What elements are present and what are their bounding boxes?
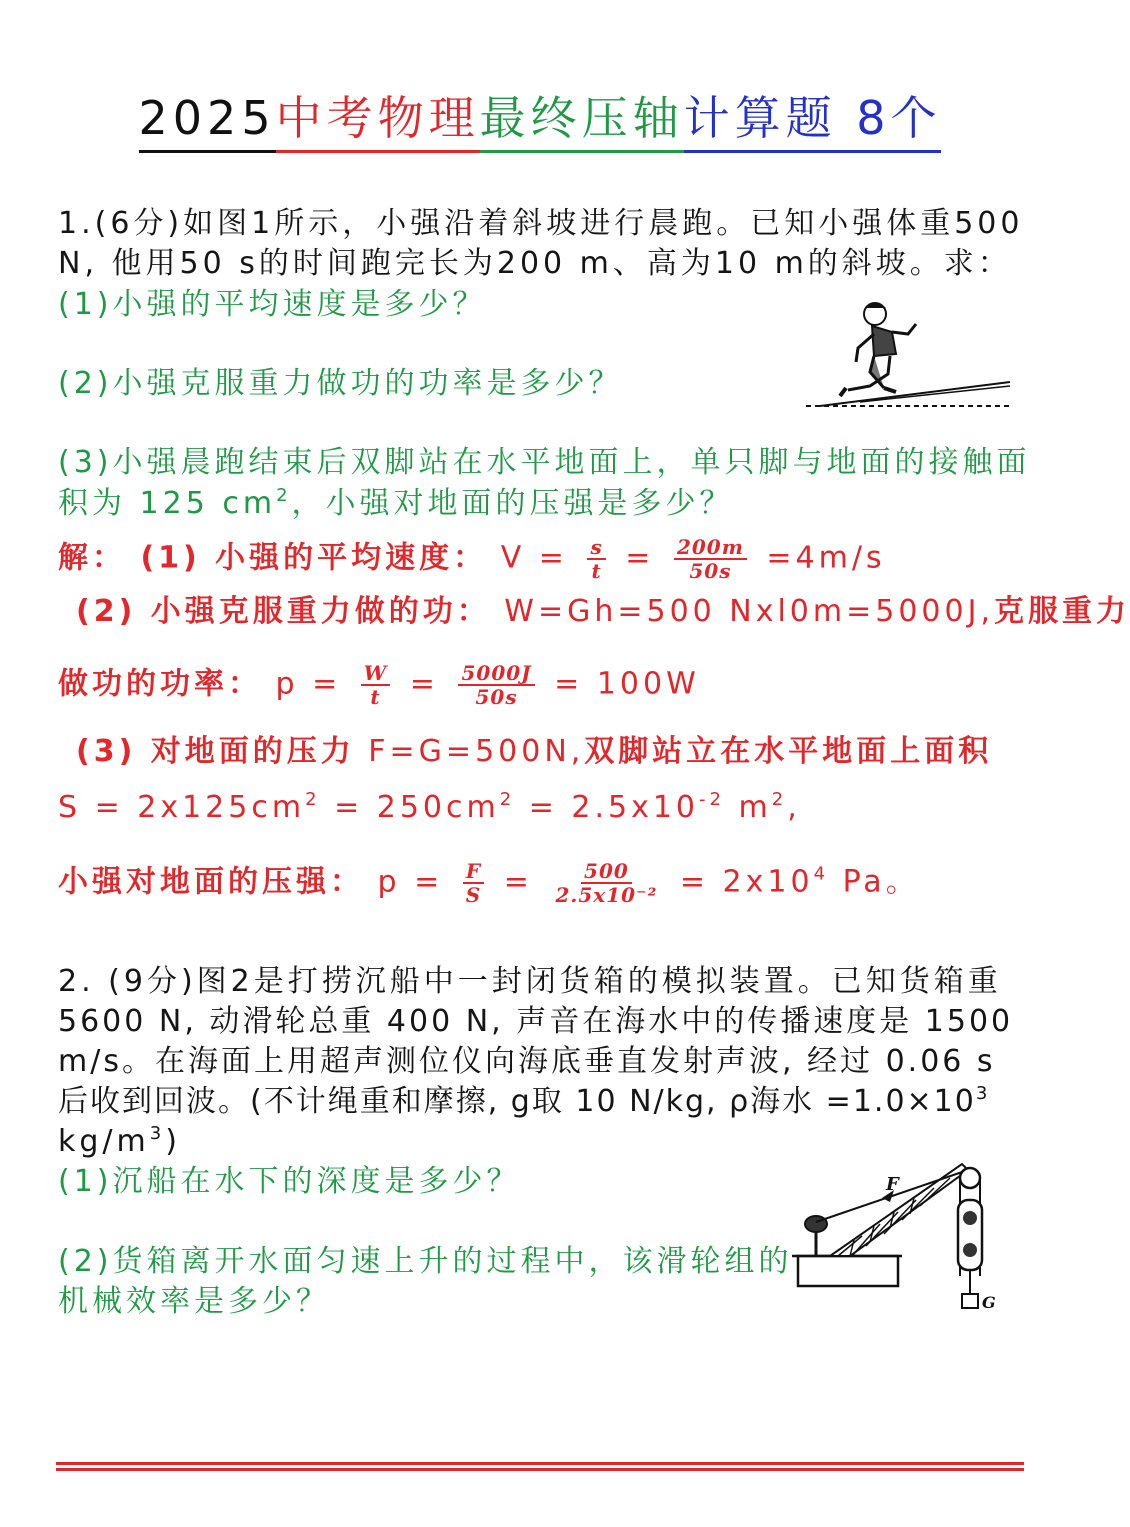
sol-line6: 小强对地面的压强： p = $\frac{F}{S}$ = $\frac{500}{\text{2.5x10⁻²}}$ = $2x10^4$ Pa。: [58, 859, 920, 907]
q2-line4: 后收到回波。(不计绳重和摩擦, g取 10 N/kg, ρ海水 $=1.0\times 10^3$: [58, 1083, 990, 1119]
crane-figure: [790, 1160, 1020, 1320]
sol-line2: (2) 小强克服重力做的功： W=Gh=500 Nxl0m=5000J,克服重力: [76, 594, 1130, 629]
sol-line3: 做功的功率： p = $\frac{W}{t}$ = $\frac{5000J}{50s}$ = 100W: [58, 661, 700, 709]
label-F: F: [886, 1174, 899, 1195]
runner-figure: [800, 296, 1015, 412]
q1-sub1: (1)小强的平均速度是多少？: [58, 287, 487, 322]
title-blue: 计算题 8个: [684, 88, 942, 153]
footer-rule-bottom: [56, 1468, 1024, 1471]
sol-line5: $S = 2x125cm^2 = 250cm^2 = 2.5x10^{-2}$ $m^2$,: [58, 789, 801, 825]
label-G: G: [982, 1293, 996, 1312]
page-title: [0, 88, 1080, 153]
q2-sub2-line1: (2)货箱离开水面匀速上升的过程中，该滑轮组的: [58, 1244, 793, 1279]
sol-line4: (3) 对地面的压力 F=G=500N,双脚站立在水平地面上面积: [76, 734, 993, 769]
q2-line5: $kg/m^3$): [58, 1123, 181, 1159]
title-green: 最终压轴: [480, 88, 684, 153]
q1-line1: 1.(6分)如图1所示，小强沿着斜坡进行晨跑。已知小强体重500: [58, 206, 1024, 241]
footer-rule-top: [56, 1462, 1024, 1465]
q2-sub1: (1)沉船在水下的深度是多少？: [58, 1164, 521, 1199]
q2-line1: 2. (9分)图2是打捞沉船中一封闭货箱的模拟装置。已知货箱重: [58, 964, 1002, 999]
q1-sub3-line2: 积为 125 $cm^2$，小强对地面的压强是多少？: [58, 485, 734, 521]
title-red: 中考物理: [276, 88, 480, 153]
title-year: 2025: [139, 88, 276, 153]
q1-line2: N, 他用50 s的时间跑完长为200 m、高为10 m的斜坡。求：: [58, 246, 1012, 281]
q2-sub2-line2: 机械效率是多少？: [58, 1284, 330, 1319]
q1-sub3-line1: (3)小强晨跑结束后双脚站在水平地面上，单只脚与地面的接触面: [58, 445, 1031, 480]
q2-line2: 5600 N, 动滑轮总重 400 N, 声音在海水中的传播速度是 1500: [58, 1004, 1014, 1039]
sol-line1: 解： (1) 小强的平均速度： V = $\frac{s}{t}$ = $\frac{200m}{50s}$ =4m/s: [58, 535, 886, 583]
q1-sub2: (2)小强克服重力做功的功率是多少？: [58, 366, 623, 401]
q2-line3: m/s。在海面上用超声测位仪向海底垂直发射声波, 经过 0.06 s: [58, 1044, 996, 1079]
